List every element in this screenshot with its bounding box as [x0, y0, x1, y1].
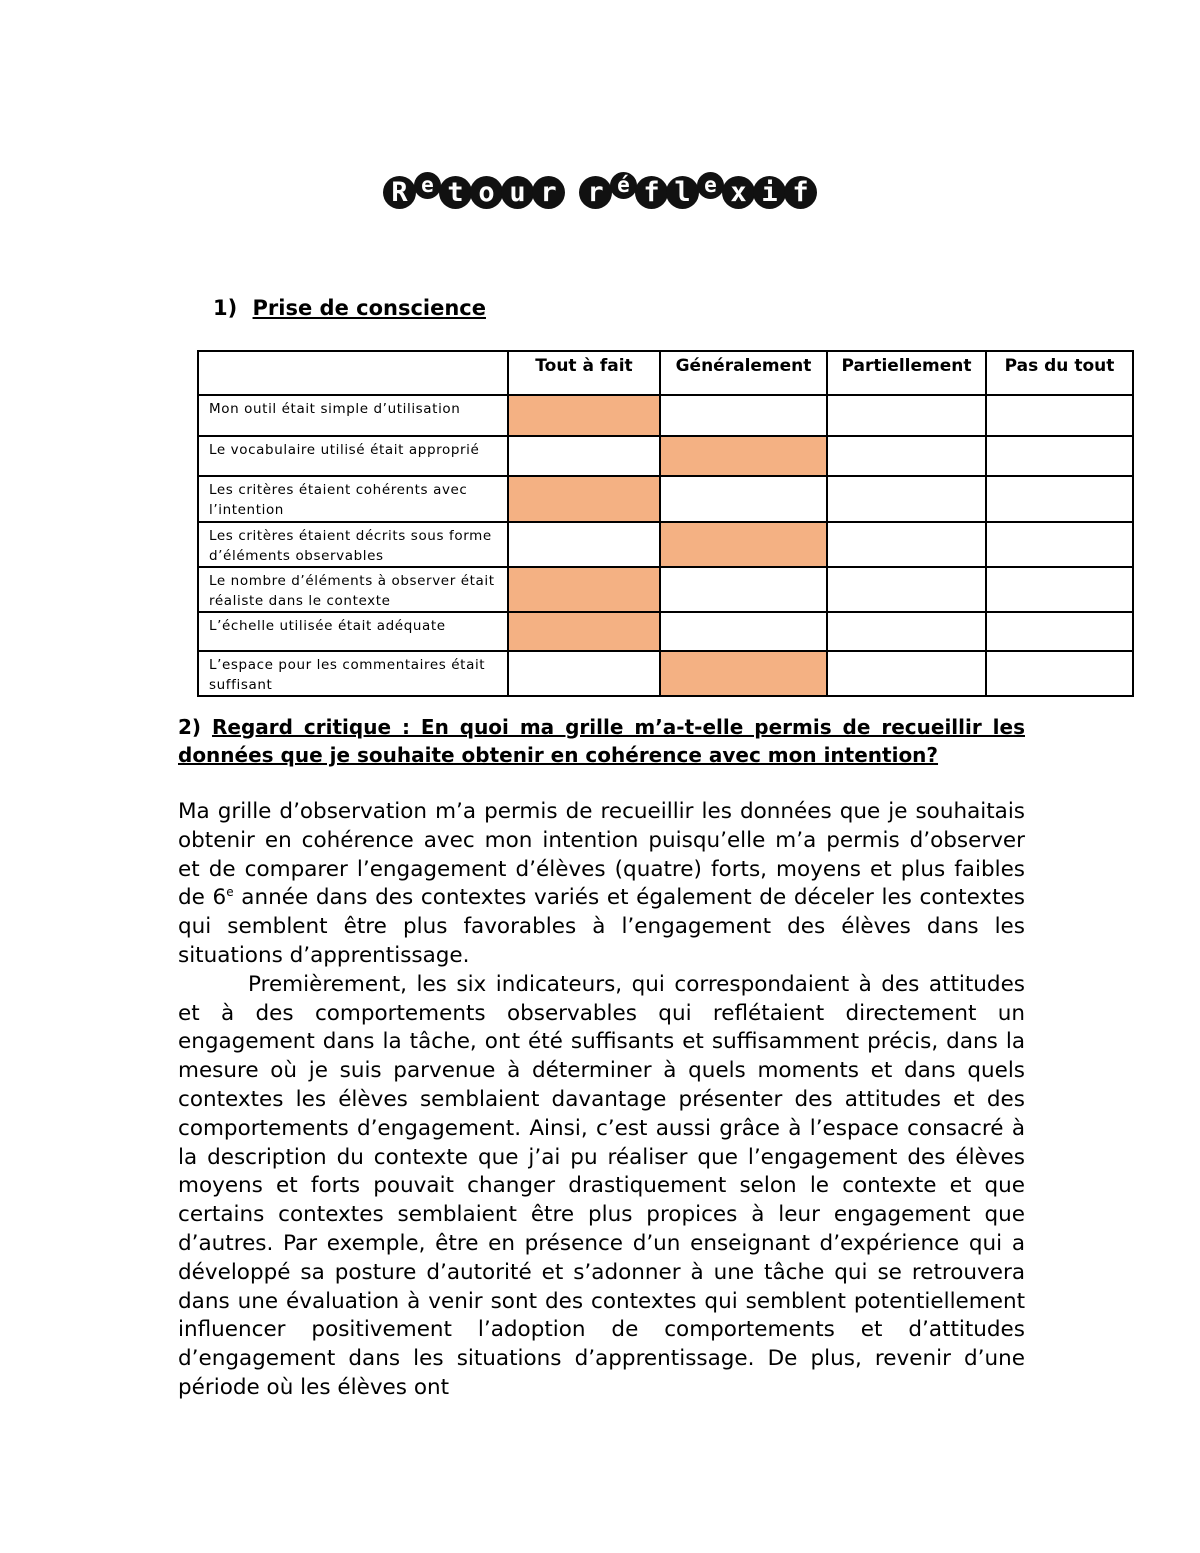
paragraph: Premièrement, les six indicateurs, qui correspondaient à des attitudes et à des comportements observables qui reflétaient directement un engagement dans la tâche, ont été suffisants et suffisamment précis, dans la mesure où je suis parvenue à déterminer à quels moments et dans quels contextes les élèves semblaient davantage présenter des attitudes et des comportements d’engagement. Ainsi, c’est aussi grâce à l’espace consacré à la description du contexte que j’ai pu réaliser que l’engagement des élèves moyens et forts pouvait changer drastiquement selon le contexte et que certains contextes semblaient être plus propices à leur engagement que d’autres. Par exemple, être en présence d’un enseignant d’expérience qui a développé sa posture d’autorité et s’adonner à une tâche qui se retrouvera dans une évaluation à venir sont des contextes qui semblent potentiellement influencer positivement l’adoption de comportements et d’attitudes d’engagement dans les situations d’apprentissage. De plus, revenir d’une période où les élèves ont	[178, 971, 1025, 1400]
rating-cell	[986, 612, 1133, 651]
rating-cell	[508, 651, 660, 696]
self-assessment-table	[197, 350, 1134, 697]
table-header-cell: Partiellement	[827, 351, 986, 395]
rating-cell	[827, 612, 986, 651]
section2-number: 2)	[178, 715, 202, 739]
title-letter: u	[501, 176, 534, 209]
body-text	[178, 798, 1025, 1403]
paragraph	[178, 798, 1025, 971]
rating-cell	[986, 651, 1133, 696]
rating-cell	[986, 567, 1133, 612]
document-title	[0, 173, 1200, 209]
criterion-label: Le vocabulaire utilisé était approprié	[198, 436, 508, 476]
paragraph-text: année dans des contextes variés et également de déceler les contextes qui semblent être plus favorables à l’engagement des élèves dans les situations d’apprentissage.	[178, 885, 1026, 968]
table-row	[198, 436, 1133, 476]
rating-cell	[986, 476, 1133, 522]
rating-cell	[508, 612, 660, 651]
title-letter: f	[635, 176, 668, 209]
section1-heading	[213, 296, 486, 320]
section1-title: Prise de conscience	[252, 296, 486, 320]
rating-cell	[986, 522, 1133, 567]
table-header-row	[198, 351, 1133, 395]
rating-cell	[660, 395, 827, 436]
title-letter: t	[439, 176, 472, 209]
rating-cell	[827, 436, 986, 476]
rating-cell	[508, 476, 660, 522]
rating-cell	[827, 567, 986, 612]
section1-number: 1)	[213, 296, 238, 320]
criterion-label: Mon outil était simple d’utilisation	[198, 395, 508, 436]
rating-cell	[508, 567, 660, 612]
title-letter: l	[666, 176, 699, 209]
criterion-label: Les critères étaient cohérents avec l’intention	[198, 476, 508, 522]
title-letter: r	[532, 176, 565, 209]
rating-cell	[986, 436, 1133, 476]
title-letter: e	[697, 172, 724, 199]
section2-title: Regard critique : En quoi ma grille m’a-t-elle permis de recueillir les données que je souhaite obtenir en cohérence avec mon intention?	[178, 715, 1025, 767]
rating-cell	[660, 436, 827, 476]
table-row	[198, 476, 1133, 522]
rating-cell	[827, 651, 986, 696]
title-letter: i	[753, 176, 786, 209]
criterion-label: Les critères étaient décrits sous forme d’éléments observables	[198, 522, 508, 567]
rating-cell	[508, 395, 660, 436]
title-letter: r	[579, 176, 612, 209]
paragraph-text: Ma grille d’observation m’a permis de recueillir les données que je souhaitais obtenir en cohérence avec mon intention puisqu’elle m’a permis d’observer et de comparer l’engagement d’élèves (quatre) forts, moyens et plus faibles de 6	[178, 799, 1025, 911]
table-row	[198, 395, 1133, 436]
rating-cell	[660, 651, 827, 696]
table-header-cell: Généralement	[660, 351, 827, 395]
rating-cell	[827, 522, 986, 567]
table-row	[198, 651, 1133, 696]
table-row	[198, 612, 1133, 651]
rating-cell	[660, 612, 827, 651]
title-letter: e	[414, 172, 441, 199]
title-letter: f	[784, 176, 817, 209]
criterion-label: L’échelle utilisée était adéquate	[198, 612, 508, 651]
title-letter: é	[610, 172, 637, 199]
ordinal-superscript: e	[226, 885, 234, 900]
rating-cell	[986, 395, 1133, 436]
table-header-cell: Tout à fait	[508, 351, 660, 395]
title-letter: o	[470, 176, 503, 209]
rating-cell	[508, 522, 660, 567]
table-header-cell: Pas du tout	[986, 351, 1133, 395]
title-letter: x	[722, 176, 755, 209]
rating-cell	[827, 476, 986, 522]
criterion-label: Le nombre d’éléments à observer était réaliste dans le contexte	[198, 567, 508, 612]
rating-cell	[660, 567, 827, 612]
table-header-cell	[198, 351, 508, 395]
rating-cell	[508, 436, 660, 476]
title-letter: R	[383, 176, 416, 209]
section2-heading	[178, 713, 1025, 769]
table-row	[198, 522, 1133, 567]
table-row	[198, 567, 1133, 612]
rating-cell	[660, 476, 827, 522]
rating-cell	[660, 522, 827, 567]
rating-cell	[827, 395, 986, 436]
criterion-label: L’espace pour les commentaires était suffisant	[198, 651, 508, 696]
